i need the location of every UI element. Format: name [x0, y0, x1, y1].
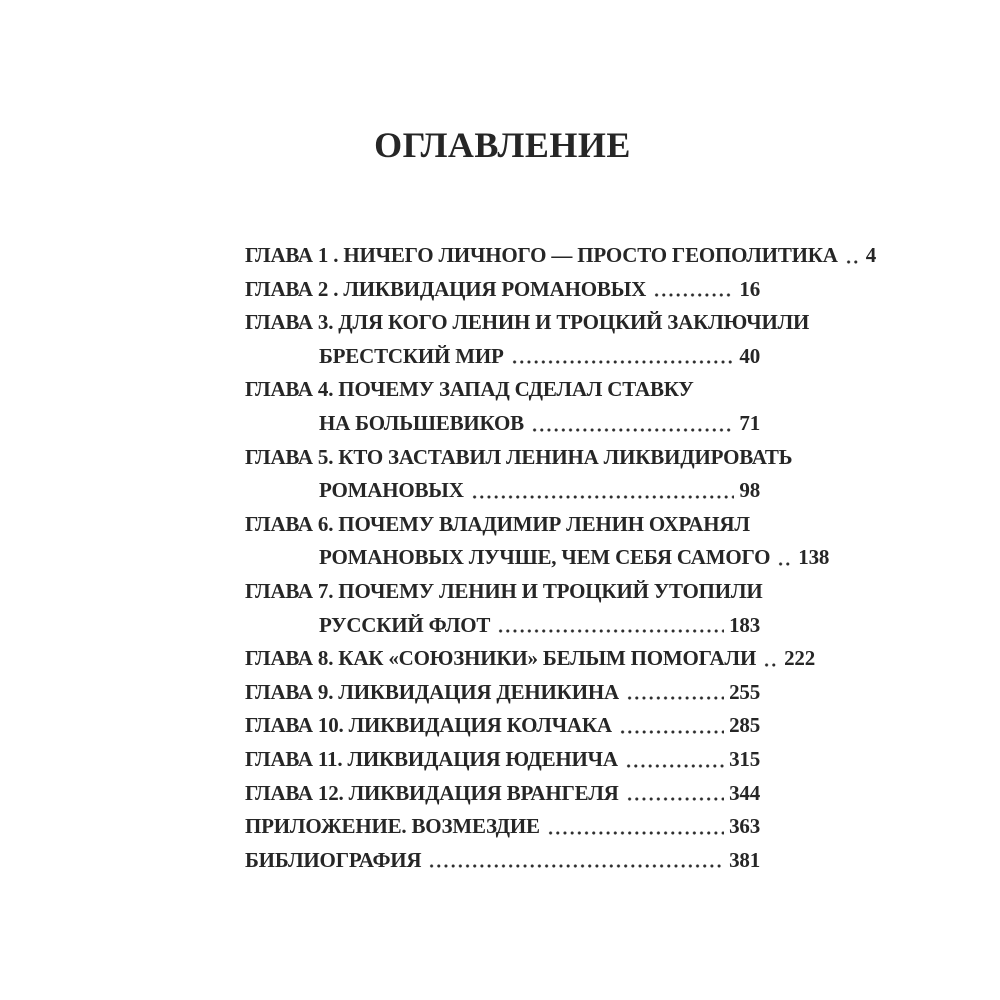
- toc-entry-label: НА БОЛЬШЕВИКОВ: [319, 410, 524, 435]
- dot-leader: [777, 541, 793, 575]
- toc-entry: [245, 709, 760, 743]
- toc-entry-label: БИБЛИОГРАФИЯ: [245, 847, 422, 872]
- toc-page-number: 363: [729, 814, 760, 839]
- toc-page-number: 381: [729, 847, 760, 872]
- toc-entry-label: РУССКИЙ ФЛОТ: [319, 612, 491, 637]
- toc-entry-label: ГЛАВА 2 . ЛИКВИДАЦИЯ РОМАНОВЫХ: [245, 276, 647, 301]
- toc-page-number: 255: [729, 679, 760, 704]
- toc-entry-continuation: [245, 541, 830, 575]
- toc-page-number: 183: [729, 612, 760, 637]
- toc-entry-continuation: [245, 407, 760, 441]
- toc-entry: [245, 373, 760, 407]
- dot-leader: [511, 340, 735, 374]
- toc-page-number: 40: [739, 343, 760, 368]
- toc-entry: [245, 273, 760, 307]
- dot-leader: [531, 407, 734, 441]
- dot-leader: [625, 743, 724, 777]
- toc-entry: [245, 743, 760, 777]
- toc-entry-continuation: [245, 609, 760, 643]
- toc-entry-label: ГЛАВА 4. ПОЧЕМУ ЗАПАД СДЕЛАЛ СТАВКУ: [245, 377, 694, 402]
- toc-page-number: 16: [739, 276, 760, 301]
- toc-page-number: 315: [729, 746, 760, 771]
- toc-page-number: 222: [784, 646, 815, 671]
- toc-entry: [245, 810, 760, 844]
- toc-entry-label: ГЛАВА 6. ПОЧЕМУ ВЛАДИМИР ЛЕНИН ОХРАНЯЛ: [245, 511, 750, 536]
- toc-entry-label: РОМАНОВЫХ: [319, 478, 464, 503]
- dot-leader: [845, 239, 861, 273]
- page-title: ОГЛАВЛЕНИЕ: [374, 125, 631, 165]
- dot-leader: [626, 676, 724, 710]
- dot-leader: [653, 273, 734, 307]
- toc-entry-label: ГЛАВА 7. ПОЧЕМУ ЛЕНИН И ТРОЦКИЙ УТОПИЛИ: [245, 578, 763, 603]
- toc-page-number: 344: [729, 780, 760, 805]
- toc-entry: [245, 441, 793, 475]
- dot-leader: [471, 474, 735, 508]
- toc-page-number: 71: [739, 410, 760, 435]
- toc-page-number: 138: [798, 545, 830, 570]
- toc-entry-label: ГЛАВА 11. ЛИКВИДАЦИЯ ЮДЕНИЧА: [245, 746, 618, 771]
- table-of-contents: [245, 239, 877, 877]
- toc-page-number: 4: [865, 243, 877, 267]
- toc-entry-continuation: [245, 474, 760, 508]
- toc-entry-label: ГЛАВА 8. КАК «СОЮЗНИКИ» БЕЛЫМ ПОМОГАЛИ: [245, 646, 757, 671]
- dot-leader: [428, 844, 724, 878]
- toc-entry-label: ГЛАВА 10. ЛИКВИДАЦИЯ КОЛЧАКА: [245, 713, 612, 738]
- toc-entry: [245, 306, 810, 340]
- toc-entry-label: ГЛАВА 12. ЛИКВИДАЦИЯ ВРАНГЕЛЯ: [245, 780, 619, 805]
- toc-entry-label: РОМАНОВЫХ ЛУЧШЕ, ЧЕМ СЕБЯ САМОГО: [319, 545, 771, 570]
- toc-entry-continuation: [245, 340, 760, 374]
- toc-entry-label: ПРИЛОЖЕНИЕ. ВОЗМЕЗДИЕ: [245, 814, 540, 839]
- toc-entry: [245, 508, 760, 542]
- toc-entry: [245, 844, 760, 878]
- toc-entry: [245, 642, 815, 676]
- toc-entry-label: БРЕСТСКИЙ МИР: [319, 343, 504, 368]
- toc-page-number: 98: [739, 478, 760, 503]
- toc-entry-label: ГЛАВА 3. ДЛЯ КОГО ЛЕНИН И ТРОЦКИЙ ЗАКЛЮЧИЛИ: [245, 310, 810, 335]
- toc-entry: [245, 676, 760, 710]
- toc-entry-label: ГЛАВА 1 . НИЧЕГО ЛИЧНОГО — ПРОСТО ГЕОПОЛИТИКА: [245, 243, 838, 267]
- dot-leader: [497, 609, 724, 643]
- toc-page-number: 285: [729, 713, 760, 738]
- toc-entry-label: ГЛАВА 5. КТО ЗАСТАВИЛ ЛЕНИНА ЛИКВИДИРОВАТЬ: [245, 444, 793, 469]
- toc-entry: [245, 575, 763, 609]
- toc-entry: [245, 239, 877, 273]
- toc-entry: [245, 777, 760, 811]
- dot-leader: [763, 642, 779, 676]
- dot-leader: [619, 709, 724, 743]
- dot-leader: [626, 777, 724, 811]
- toc-entry-label: ГЛАВА 9. ЛИКВИДАЦИЯ ДЕНИКИНА: [245, 679, 619, 704]
- dot-leader: [547, 810, 724, 844]
